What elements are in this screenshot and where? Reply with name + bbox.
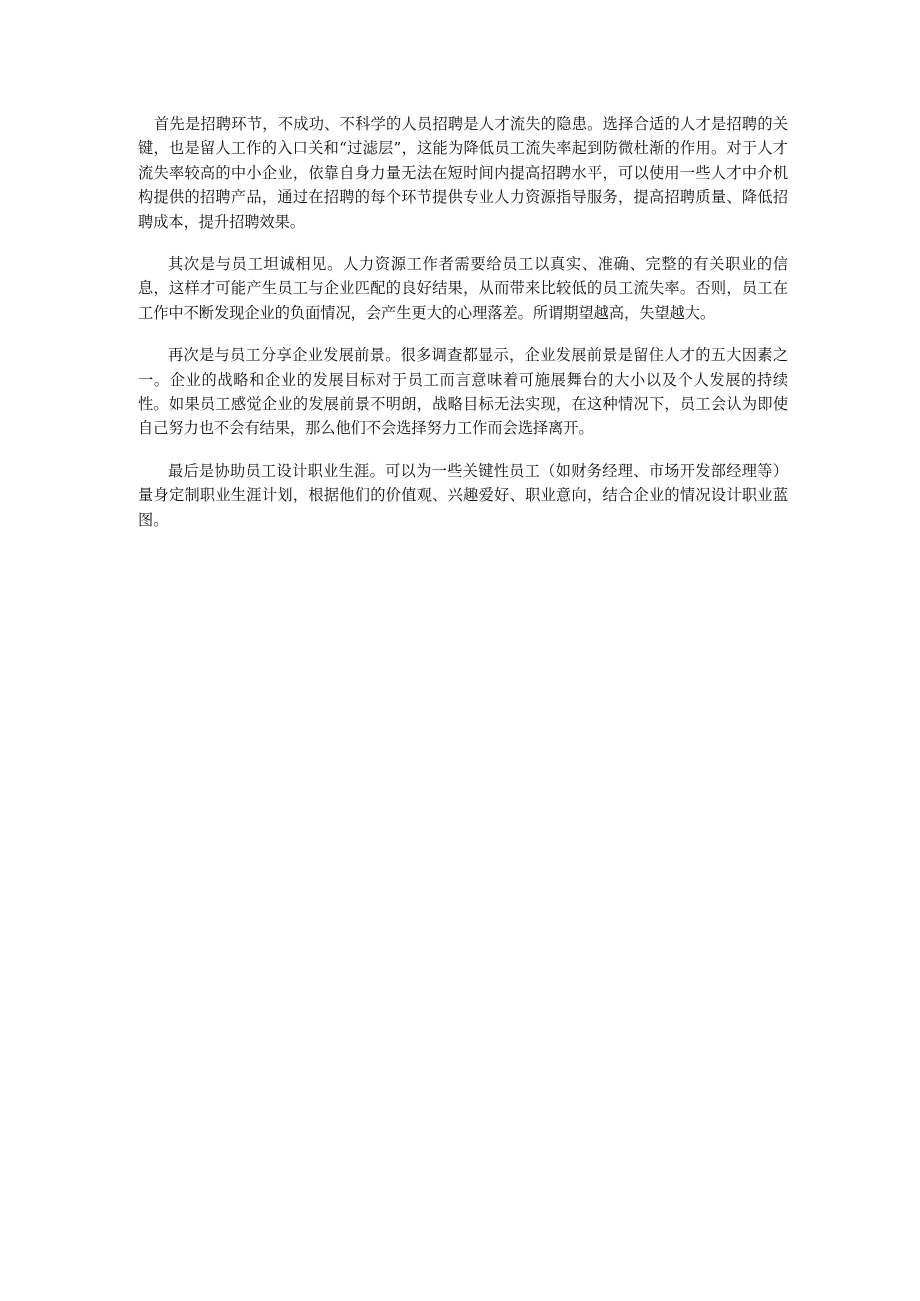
paragraph-career-planning: 最后是协助员工设计职业生涯。可以为一些关键性员工（如财务经理、市场开发部经理等）量身定制职业生涯计划，根据他们的价值观、兴趣爱好、职业意向，结合企业的情况设计职业蓝图。 (138, 461, 788, 529)
paragraph-honesty: 其次是与员工坦诚相见。人力资源工作者需要给员工以真实、准确、完整的有关职业的信息，这样才可能产生员工与企业匹配的良好结果，从而带来比较低的员工流失率。否则，员工在工作中不断发现企业的负面情况，会产生更大的心理落差。所谓期望越高，失望越大。 (138, 255, 788, 322)
paragraph-recruitment: 首先是招聘环节，不成功、不科学的人员招聘是人才流失的隐患。选择合适的人才是招聘的关键，也是留人工作的入口关和“过滤层”，这能为降低员工流失率起到防微杜渐的作用。对于人才流失率较高的中小企业，依靠自身力量无法在短时间内提高招聘水平，可以使用一些人才中介机构提供的招聘产品，通过在招聘的每个环节提供专业人力资源指导服务，提高招聘质量、降低招聘成本，提升招聘效果。 (138, 115, 788, 231)
document-body (138, 112, 788, 550)
paragraph-prospects: 再次是与员工分享企业发展前景。很多调查都显示，企业发展前景是留住人才的五大因素之一。企业的战略和企业的发展目标对于员工而言意味着可施展舞台的大小以及个人发展的持续性。如果员工感觉企业的发展前景不明朗，战略目标无法实现，在这种情况下，员工会认为即使自己努力也不会有结果，那么他们不会选择努力工作而会选择离开。 (138, 346, 788, 438)
